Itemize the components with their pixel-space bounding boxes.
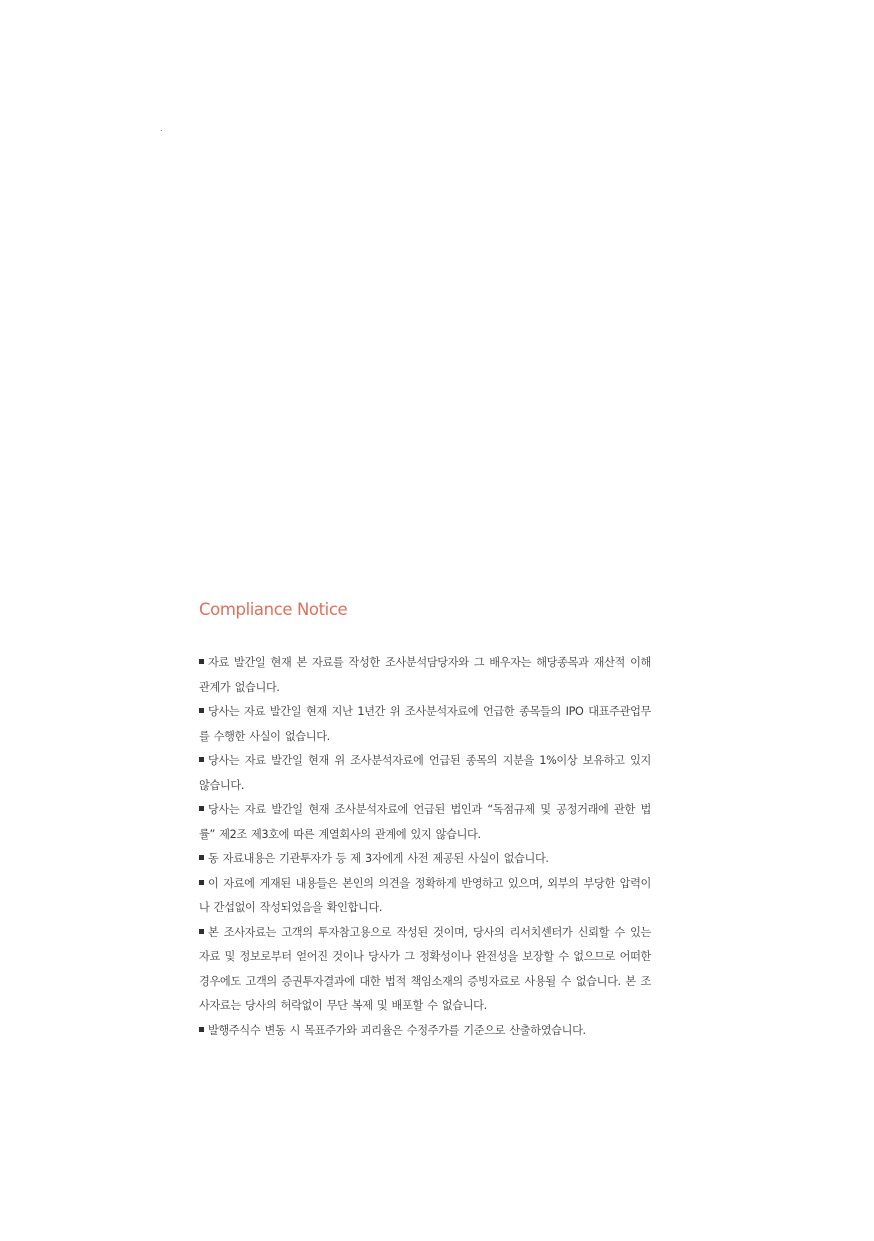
bullet-square-icon: [199, 1027, 204, 1032]
list-item-text: 이 자료에 게재된 내용들은 본인의 의견을 정확하게 반영하고 있으며, 외부의 부당한 압력이나 간섭없이 작성되었음을 확인합니다.: [199, 876, 651, 914]
bullet-square-icon: [199, 708, 204, 713]
list-item: [199, 749, 651, 798]
list-item-text: 당사는 자료 발간일 현재 조사분석자료에 언급된 법인과 “독점규제 및 공정거래에 관한 법률” 제2조 제3호에 따른 계열회사의 관계에 있지 않습니다.: [199, 803, 651, 841]
list-item-text: 본 조사자료는 고객의 투자참고용으로 작성된 것이며, 당사의 리서치센터가 신뢰할 수 있는 자료 및 정보로부터 얻어진 것이나 당사가 그 정확성이나 완전성을 보장할 수 없으므로 어떠한 경우에도 고객의 증권투자결과에 대한 법적 책임소재의 증빙자료로 사용될 수 없습니다. 본 조사자료는 당사의 허락없이 무단 복제 및 배포할 수 없습니다.: [199, 925, 651, 1012]
list-item: [199, 700, 651, 749]
list-item: [199, 872, 651, 921]
list-item: [199, 651, 651, 700]
bullet-square-icon: [199, 855, 204, 860]
list-item-text: 자료 발간일 현재 본 자료를 작성한 조사분석담당자와 그 배우자는 해당종목과 재산적 이해관계가 없습니다.: [199, 656, 651, 694]
list-item: [199, 921, 651, 1019]
bullet-square-icon: [199, 659, 204, 664]
list-item: [199, 847, 651, 872]
bullet-square-icon: [199, 880, 204, 885]
corner-mark: .: [160, 124, 163, 133]
list-item: [199, 798, 651, 847]
compliance-title: Compliance Notice: [199, 600, 348, 619]
compliance-list: [199, 651, 651, 1043]
compliance-notice: [199, 596, 651, 1037]
bullet-square-icon: [199, 757, 204, 762]
list-item-text: 당사는 자료 발간일 현재 위 조사분석자료에 언급된 종목의 지분을 1%이상 보유하고 있지 않습니다.: [199, 754, 651, 792]
bullet-square-icon: [199, 929, 204, 934]
list-item-text: 동 자료내용은 기관투자가 등 제 3자에게 사전 제공된 사실이 없습니다.: [208, 852, 549, 865]
bullet-square-icon: [199, 806, 204, 811]
list-item: [199, 1019, 651, 1044]
list-item-text: 발행주식수 변동 시 목표주가와 괴리율은 수정주가를 기준으로 산출하였습니다.: [208, 1023, 586, 1037]
list-item-text: 당사는 자료 발간일 현재 지난 1년간 위 조사분석자료에 언급한 종목들의 IPO 대표주관업무를 수행한 사실이 없습니다.: [199, 705, 651, 743]
